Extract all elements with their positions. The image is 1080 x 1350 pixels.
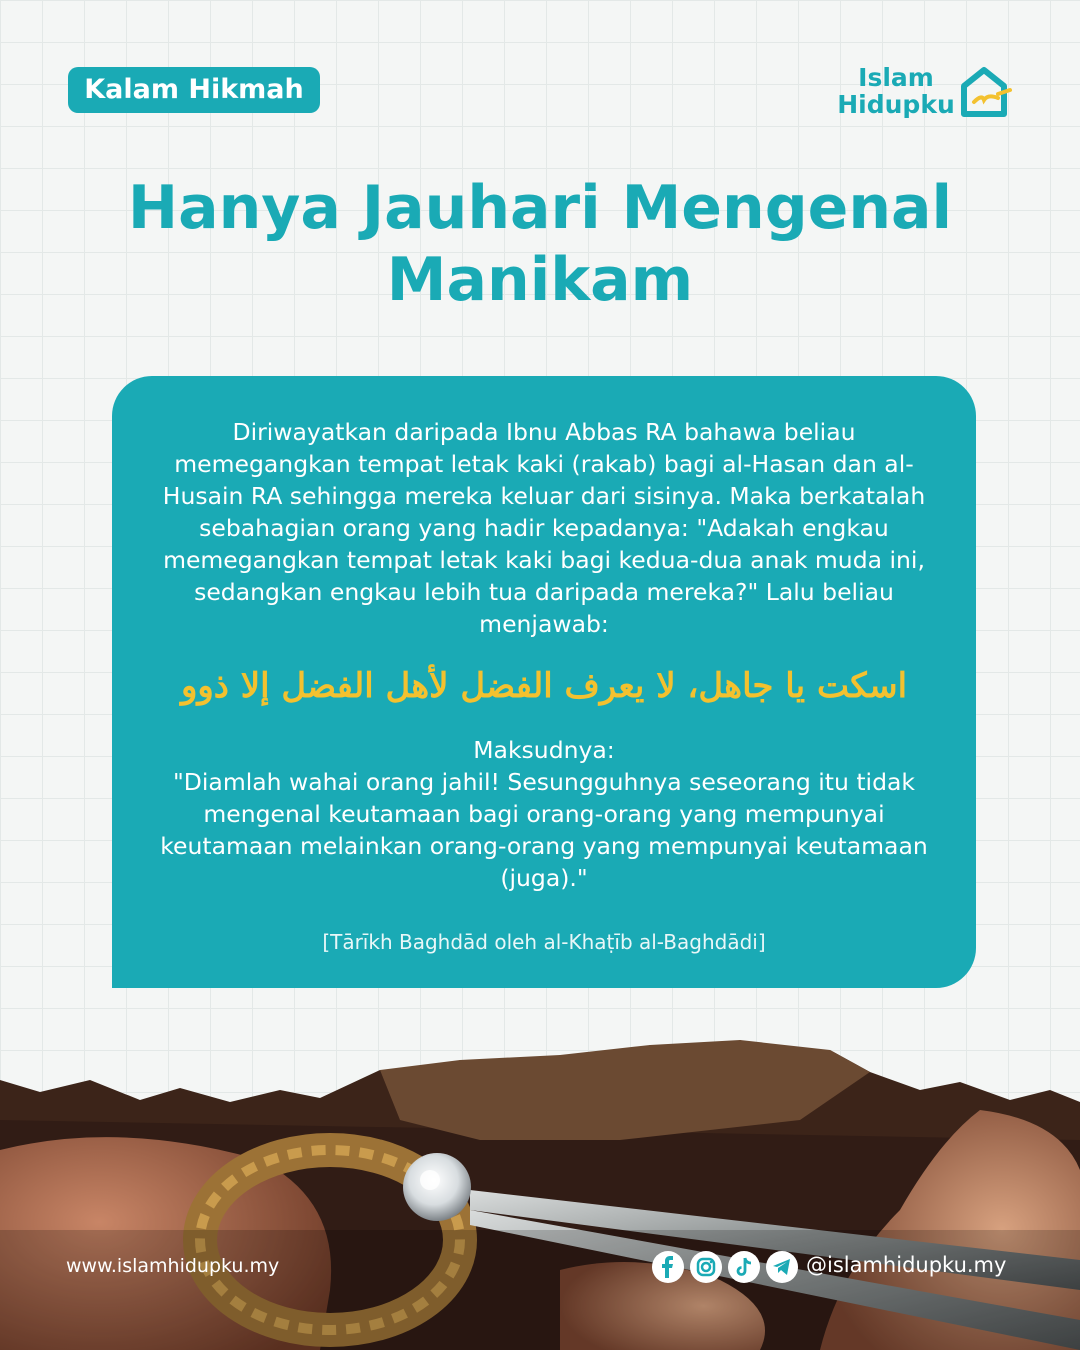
logo-text (836, 64, 956, 118)
instagram-icon[interactable] (690, 1251, 722, 1283)
facebook-icon[interactable] (652, 1251, 684, 1283)
house-book-logo-icon (958, 64, 1014, 120)
arabic-quote: اسكت يا جاهل، لا يعرف الفضل لأهل الفضل إلا ذوو (180, 666, 908, 706)
category-badge: Kalam Hikmah (68, 67, 320, 113)
tiktok-icon[interactable] (728, 1251, 760, 1283)
website-link[interactable]: www.islamhidupku.my (66, 1255, 280, 1277)
narration-text: Diriwayatkan daripada Ibnu Abbas RA bahawa beliau memegangkan tempat letak kaki (rakab) bagi al-Hasan dan al-Husain RA sehingga mereka keluar dari sisinya. Maka berkatalah sebahagian orang yang hadir kepadanya: "Adakah engkau memegangkan tempat letak kaki bagi kedua-dua anak muda ini, sedangkan engkau lebih tua daripada mereka?" Lalu beliau menjawab: (162, 418, 926, 638)
logo-line-1: Islam (858, 63, 934, 92)
brand-logo[interactable] (832, 64, 1022, 124)
social-handle[interactable]: @islamhidupku.my (806, 1253, 1007, 1277)
source-citation: [Tārīkh Baghdād oleh al-Khaṭīb al-Baghdādi] (322, 930, 766, 954)
meaning-label: Maksudnya: (473, 736, 615, 764)
logo-line-2: Hidupku (837, 90, 955, 119)
quote-card (112, 376, 976, 988)
meaning-text: "Diamlah wahai orang jahil! Sesungguhnya seseorang itu tidak mengenal keutamaan bagi orang-orang yang mempunyai keutamaan melainkan orang-orang yang mempunyai keutamaan (juga)." (160, 768, 928, 892)
telegram-icon[interactable] (766, 1251, 798, 1283)
jeweler-photo (0, 1030, 1080, 1350)
page-title: Hanya Jauhari Mengenal Manikam (127, 173, 953, 315)
